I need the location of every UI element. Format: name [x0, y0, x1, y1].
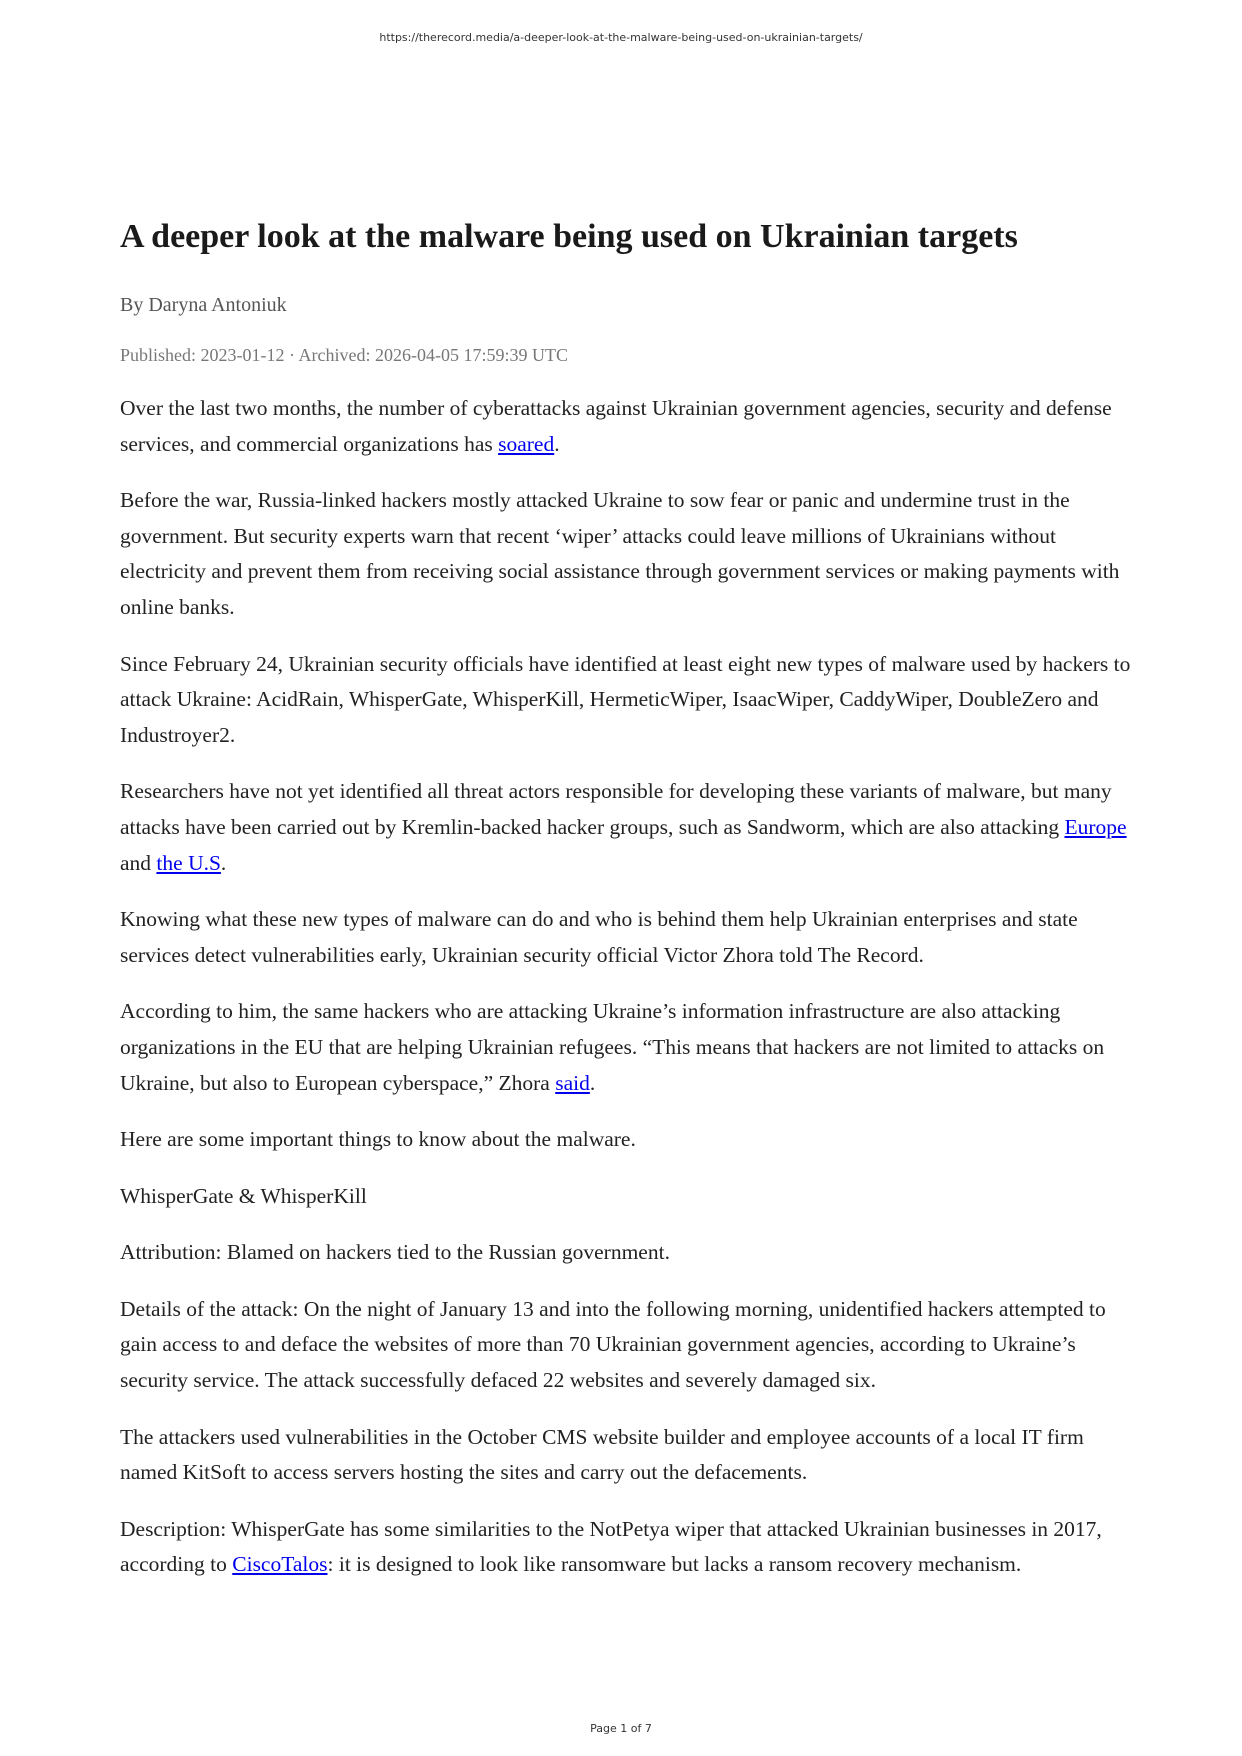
text: : it is designed to look like ransomware but lacks a ransom recovery mechanism. — [327, 1552, 1022, 1577]
page-number: Page 1 of 7 — [590, 1722, 652, 1735]
paragraph: Details of the attack: On the night of January 13 and into the following morning, unidentified hackers attempted to gain access to and deface the websites of more than 70 Ukrainian government agencies, according to Ukraine’s security service. The attack successfully defaced 22 websites and severely damaged six. — [120, 1296, 1106, 1393]
article — [120, 213, 1140, 1604]
page-url: https://therecord.media/a-deeper-look-at-the-malware-being-used-on-ukrainian-targets/ — [379, 31, 863, 44]
link-soared[interactable]: soared — [498, 431, 555, 456]
paragraph: Here are some important things to know about the malware. — [120, 1127, 636, 1152]
text: and — [120, 850, 157, 875]
text: . — [554, 431, 560, 456]
text: According to him, the same hackers who are attacking Ukraine’s information infrastructure are also attacking organizations in the EU that are helping Ukrainian refugees. “This means that hackers are not limited to attacks on Ukraine, but also to European cyberspace,” Zhora — [120, 999, 1105, 1095]
paragraph: Before the war, Russia-linked hackers mostly attacked Ukraine to sow fear or panic and undermine trust in the government. But security experts warn that recent ‘wiper’ attacks could leave millions of Ukrainians without electricity and prevent them from receiving social assistance through government services or making payments with online banks. — [120, 488, 1120, 619]
text: . — [220, 850, 227, 875]
paragraph — [120, 1512, 1140, 1583]
paragraph — [120, 391, 1140, 462]
text: Over the last two months, the number of cyberattacks against Ukrainian government agencies, security and defense services, and commercial organizations has — [120, 396, 1112, 456]
publish-meta: Published: 2023-01-12 · Archived: 2026-04-05 17:59:39 UTC — [120, 345, 568, 365]
article-title: A deeper look at the malware being used on Ukrainian targets — [120, 218, 1018, 255]
paragraph: The attackers used vulnerabilities in the October CMS website builder and employee accounts of a local IT firm named KitSoft to access servers hosting the sites and carry out the defacements. — [120, 1424, 1084, 1485]
byline: By Daryna Antoniuk — [120, 294, 287, 316]
paragraph: Knowing what these new types of malware can do and who is behind them help Ukrainian enterprises and state services detect vulnerabilities early, Ukrainian security official Victor Zhora told The Record. — [120, 907, 1078, 967]
link-ciscotalos[interactable]: CiscoTalos — [232, 1552, 328, 1577]
text: Description: WhisperGate has some similarities to the NotPetya wiper that attacked Ukrainian businesses in 2017, according to — [120, 1516, 1102, 1577]
section-heading: WhisperGate & WhisperKill — [120, 1183, 367, 1208]
paragraph — [120, 994, 1140, 1101]
text: Researchers have not yet identified all threat actors responsible for developing these variants of malware, but many attacks have been carried out by Kremlin-backed hacker groups, such as Sandworm, which are also attacking — [120, 779, 1112, 839]
text: . — [589, 1070, 596, 1095]
paragraph: Since February 24, Ukrainian security officials have identified at least eight new types of malware used by hackers to attack Ukraine: AcidRain, WhisperGate, WhisperKill, HermeticWiper, IsaacWiper, CaddyWiper, DoubleZero and Industroyer2. — [120, 651, 1131, 747]
link-europe[interactable]: Europe — [1064, 814, 1127, 839]
link-us[interactable]: the U.S — [156, 850, 221, 875]
paragraph: Attribution: Blamed on hackers tied to the Russian government. — [120, 1240, 670, 1265]
link-said[interactable]: said — [555, 1070, 590, 1095]
paragraph — [120, 774, 1140, 881]
